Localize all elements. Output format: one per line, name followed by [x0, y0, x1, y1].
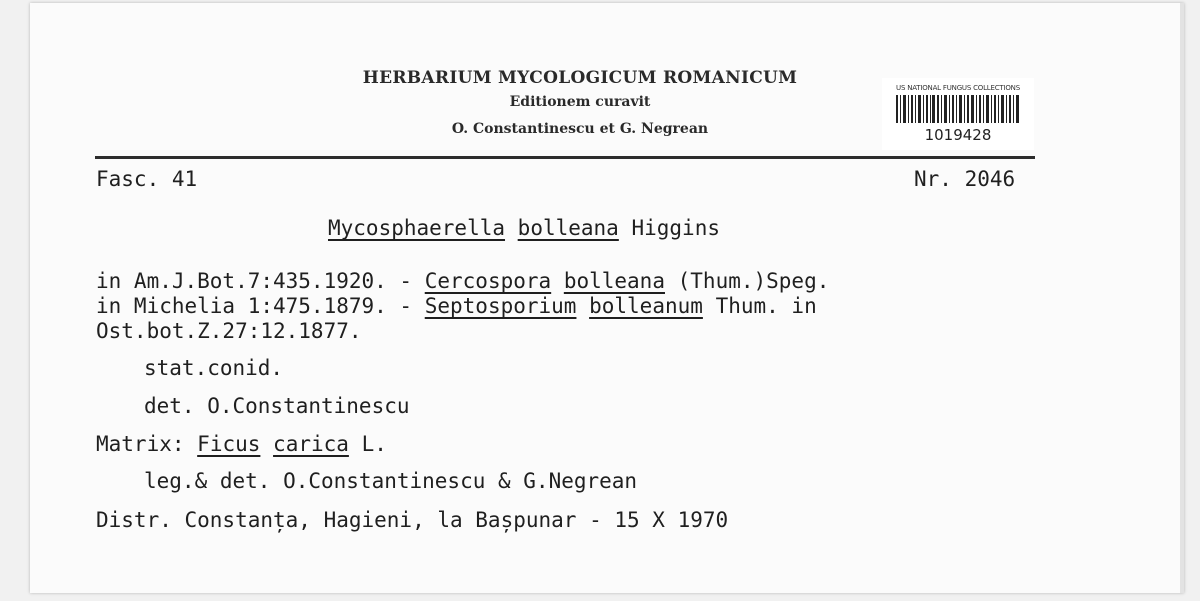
reference-line-1	[96, 269, 829, 293]
matrix-author: L.	[361, 432, 387, 456]
reference-1-citation: in Am.J.Bot.7:435.1920. -	[96, 269, 425, 293]
fascicle-number: Fasc. 41	[96, 167, 198, 191]
reference-2-citation: in Michelia 1:475.1879. -	[96, 294, 425, 318]
matrix-epithet: carica	[273, 432, 349, 456]
exsiccata-number: Nr. 2046	[914, 167, 1016, 191]
synonym-2-author: Thum. in	[715, 294, 817, 318]
locality: Distr. Constanța, Hagieni, la Bașpunar - 15 X 1970	[96, 508, 729, 532]
matrix-line	[96, 432, 387, 456]
header-divider	[95, 156, 1035, 159]
matrix-label: Matrix:	[96, 432, 185, 456]
species-epithet: bolleana	[517, 216, 619, 240]
synonym-1-author: (Thum.)Speg.	[677, 269, 830, 293]
species-name	[328, 216, 720, 240]
herbarium-subtitle: Editionem curavit	[509, 94, 651, 110]
species-author: Higgins	[631, 216, 720, 240]
barcode-collection: US NATIONAL FUNGUS COLLECTIONS	[896, 84, 1020, 92]
synonym-2-epithet: bolleanum	[589, 294, 703, 318]
herbarium-editors: O. Constantinescu et G. Negrean	[451, 121, 709, 137]
barcode-number: 1019428	[924, 126, 992, 144]
determiner: det. O.Constantinescu	[144, 394, 410, 418]
collector: leg.& det. O.Constantinescu & G.Negrean	[144, 469, 638, 493]
barcode-icon	[896, 95, 1020, 123]
barcode-label	[882, 78, 1034, 150]
synonym-1-epithet: bolleana	[563, 269, 665, 293]
species-genus: Mycosphaerella	[328, 216, 506, 240]
synonym-1-genus: Cercospora	[424, 269, 552, 293]
reference-line-3: Ost.bot.Z.27:12.1877.	[96, 319, 362, 343]
reference-line-2	[96, 294, 817, 318]
matrix-genus: Ficus	[197, 432, 261, 456]
stat-conid: stat.conid.	[144, 356, 284, 380]
synonym-2-genus: Septosporium	[424, 294, 577, 318]
herbarium-title: HERBARIUM MYCOLOGICUM ROMANICUM	[362, 68, 798, 88]
